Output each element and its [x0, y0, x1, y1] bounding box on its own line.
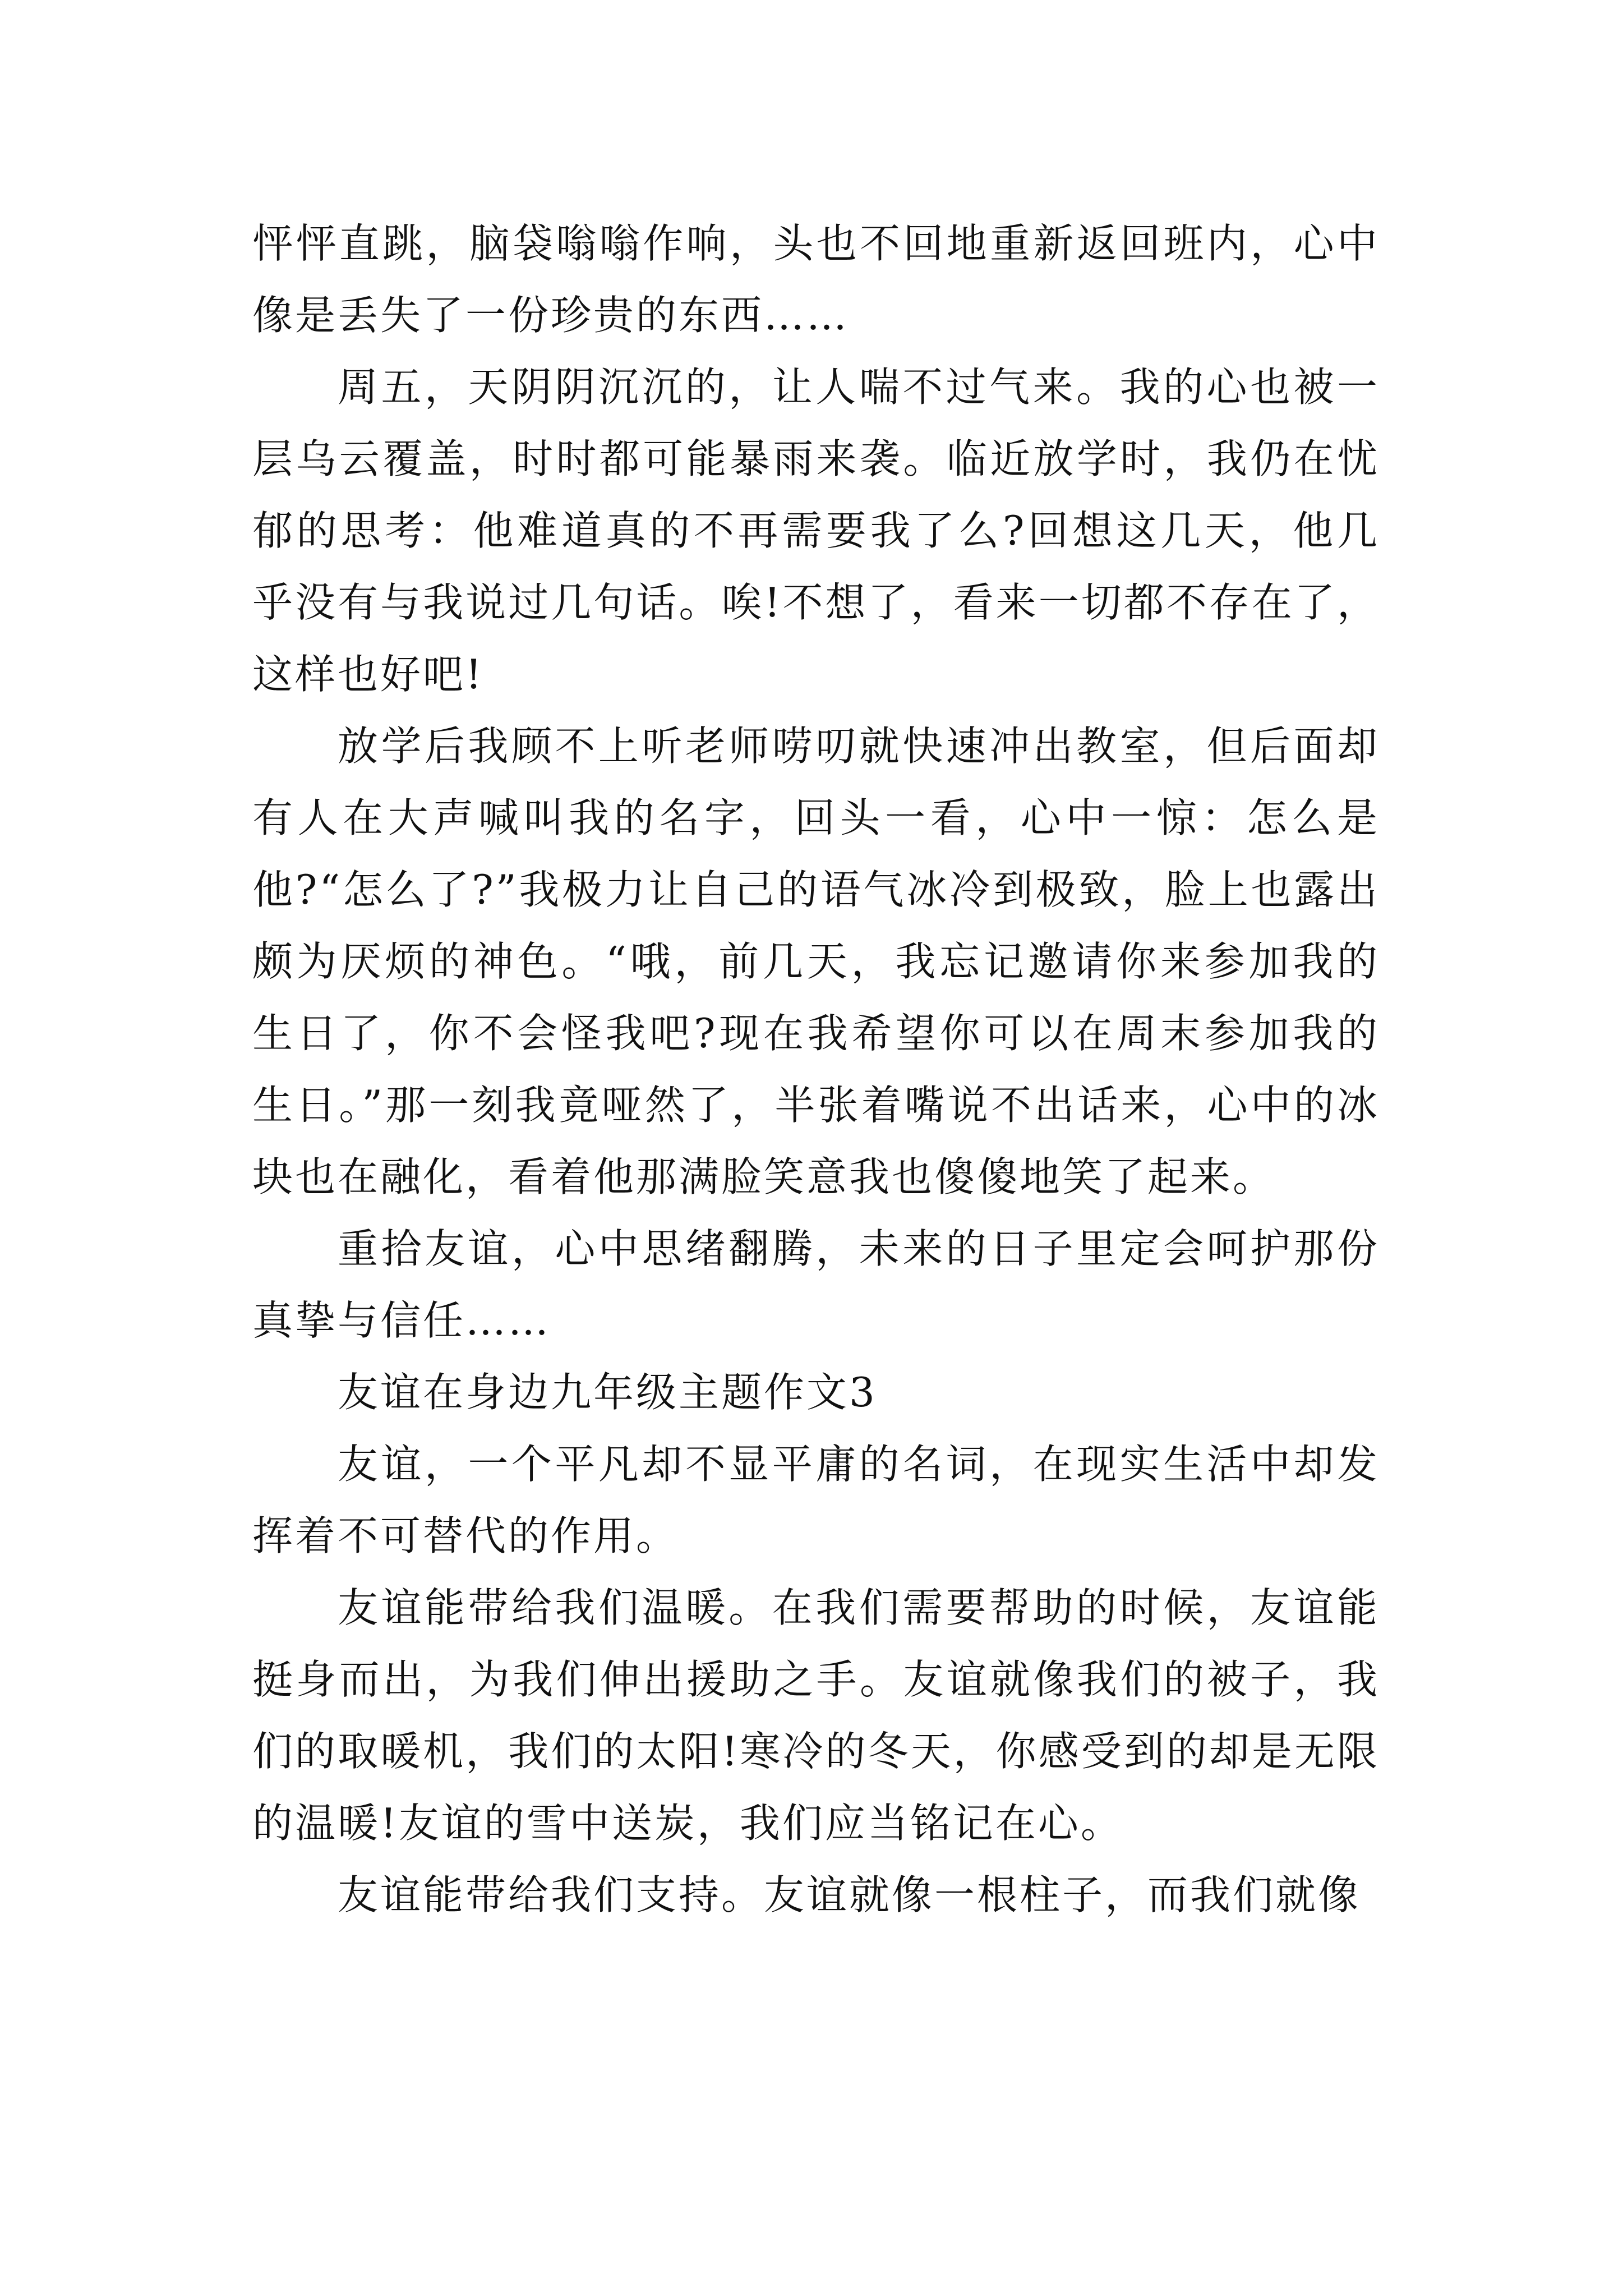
paragraph-3: 放学后我顾不上听老师唠叨就快速冲出教室，但后面却有人在大声喊叫我的名字，回头一看，心中一惊：怎么是他?“怎么了?”我极力让自己的语气冰冷到极致，脸上也露出颇为厌烦的神色。“哦，前几天，我忘记邀请你来参加我的生日了，你不会怪我吧?现在我希望你可以在周末参加我的生日。”那一刻我竟哑然了，半张着嘴说不出话来，心中的冰块也在融化，看着他那满脸笑意我也傻傻地笑了起来。 — [252, 723, 1380, 1200]
paragraph-6: 友谊能带给我们温暖。在我们需要帮助的时候，友谊能挺身而出，为我们伸出援助之手。友谊就像我们的被子，我们的取暖机，我们的太阳!寒冷的冬天，你感受到的却是无限的温暖!友谊的雪中送炭，我们应当铭记在心。 — [252, 1584, 1380, 1847]
section-heading: 友谊在身边九年级主题作文3 — [338, 1369, 877, 1416]
paragraph-2: 周五，天阴阴沉沉的，让人喘不过气来。我的心也被一层乌云覆盖，时时都可能暴雨来袭。临近放学时，我仍在忧郁的思考：他难道真的不再需要我了么?回想这几天，他几乎没有与我说过几句话。唉!不想了，看来一切都不存在了，这样也好吧! — [252, 364, 1380, 698]
paragraph-5: 友谊，一个平凡却不显平庸的名词，在现实生活中却发挥着不可替代的作用。 — [252, 1441, 1380, 1559]
paragraph-7: 友谊能带给我们支持。友谊就像一根柱子，而我们就像 — [338, 1871, 1361, 1918]
paragraph-1: 怦怦直跳，脑袋嗡嗡作响，头也不回地重新返回班内，心中像是丢失了一份珍贵的东西…… — [252, 220, 1380, 339]
essay-body — [252, 208, 1380, 1931]
paragraph-4: 重拾友谊，心中思绪翻腾，未来的日子里定会呵护那份真挚与信任…… — [252, 1225, 1380, 1344]
